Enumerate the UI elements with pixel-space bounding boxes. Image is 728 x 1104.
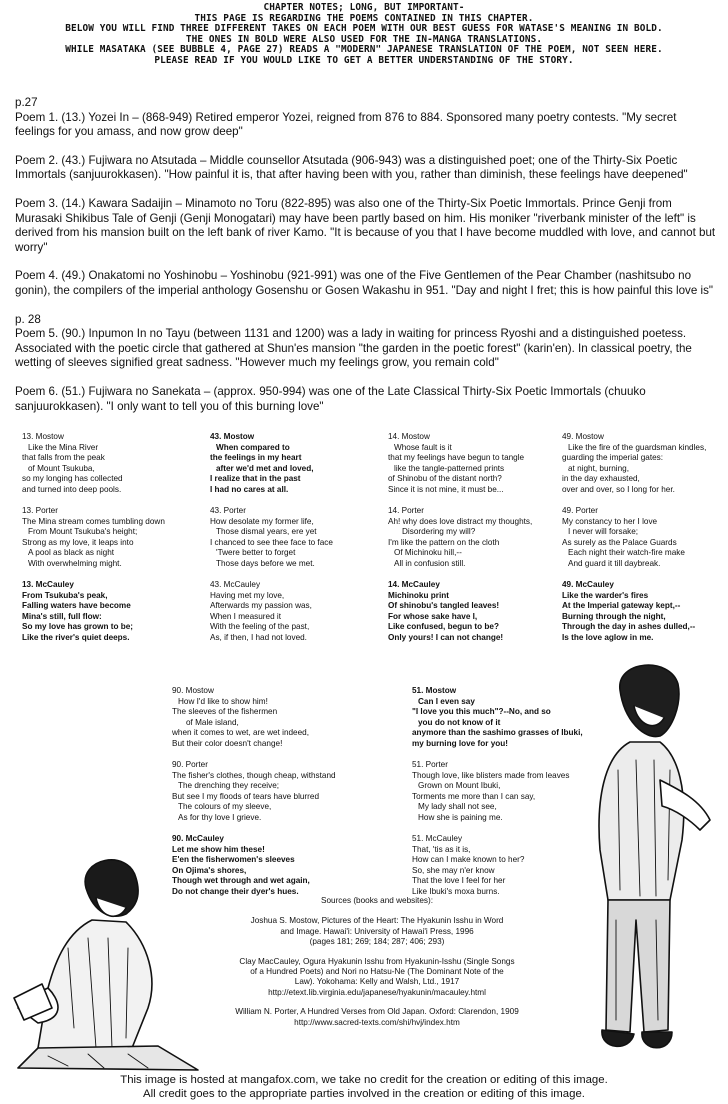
verse-line: Ah! why does love distract my thoughts, bbox=[388, 516, 533, 526]
translations-poem-14 bbox=[388, 432, 532, 654]
verse-line: Like the warder's fires bbox=[562, 590, 649, 600]
translator-label: 49. Mostow bbox=[562, 432, 604, 441]
verse-line: My lady shall not see, bbox=[418, 802, 497, 811]
chapter-notes-header bbox=[4, 3, 724, 67]
translator-label: 43. Porter bbox=[210, 506, 246, 515]
translator-label: 13. Mostow bbox=[22, 432, 64, 441]
verse-line: Disordering my will? bbox=[402, 527, 476, 536]
verse-line: When I measured it bbox=[210, 611, 281, 621]
verse-line: When compared to bbox=[216, 442, 290, 452]
verse-line: Like the fire of the guardsman kindles, bbox=[568, 442, 707, 452]
translator-label: 43. Mostow bbox=[210, 432, 255, 441]
verse-line: As for thy love I grieve. bbox=[178, 812, 262, 822]
sources-title: Sources (books and websites): bbox=[321, 896, 433, 905]
verse-line: I'm like the pattern on the cloth bbox=[388, 537, 500, 547]
verse-line: For whose sake have I, bbox=[388, 611, 478, 621]
verse-line: after we'd met and loved, bbox=[216, 463, 314, 473]
poem-note-2: Poem 2. (43.) Fujiwara no Atsutada – Middle counsellor Atsutada (906-943) was a distinguished poet; one of the Thirty-Six Poetic Immortals (sanjuurokkasen). "How painful it is, that after having been with you, rather than diminish, these feelings have deepened" bbox=[15, 153, 688, 182]
footer-line: All credit goes to the appropriate parties involved in the creation or editing of this image. bbox=[143, 1088, 585, 1100]
verse-line: at night, burning, bbox=[568, 463, 629, 473]
translation-porter bbox=[562, 506, 706, 569]
source-porter bbox=[232, 1007, 522, 1028]
translation-mostow bbox=[412, 686, 583, 749]
translation-porter bbox=[22, 506, 165, 569]
source-line: Clay MacCauley, Ogura Hyakunin Isshu from Hyakunin-Isshu (Single Songs bbox=[239, 956, 515, 966]
verse-line: Of shinobu's tangled leaves! bbox=[388, 601, 500, 610]
verse-line: my burning love for you! bbox=[412, 738, 508, 748]
verse-line: Having met my love, bbox=[210, 590, 285, 600]
verse-line: of Shinobu of the distant north? bbox=[388, 474, 502, 483]
translation-mostow bbox=[22, 432, 165, 495]
verse-line: As, if then, I had not loved. bbox=[210, 632, 307, 642]
verse-line: Those dismal years, ere yet bbox=[216, 527, 317, 536]
verse-line: E'en the fisherwomen's sleeves bbox=[172, 855, 295, 864]
verse-line: At the Imperial gateway kept,-- bbox=[562, 601, 681, 610]
translation-mccauley bbox=[210, 580, 333, 643]
translations-poem-49 bbox=[562, 432, 706, 654]
verse-line: Afterwards my passion was, bbox=[210, 601, 312, 610]
poem-note-5: Poem 5. (90.) Inpumon In no Tayu (between 1131 and 1200) was a lady in waiting for princess Ryoshi and a distinguished poetess. Associated with the poetic circle that gathered at Shun'es mansion "the garden in the poetic forest" (karin'en). In classical poetry, the wetting of sleeves signified great sadness. "However much my feelings grow, you remain cold" bbox=[15, 327, 692, 370]
translations-poem-13 bbox=[22, 432, 165, 654]
verse-line: So my love has grown to be; bbox=[22, 622, 134, 631]
source-line: (pages 181; 269; 184; 287; 406; 293) bbox=[309, 937, 445, 947]
verse-line: The fisher's clothes, though cheap, withstand bbox=[172, 770, 336, 780]
verse-line: that falls from the peak bbox=[22, 453, 105, 462]
verse-line: With the feeling of the past, bbox=[210, 622, 310, 631]
translator-label: 49. Porter bbox=[562, 506, 598, 515]
header-line: THIS PAGE IS REGARDING THE POEMS CONTAINED IN THIS CHAPTER. bbox=[194, 12, 534, 24]
translation-mccauley bbox=[388, 580, 532, 643]
poem-note-6: Poem 6. (51.) Fujiwara no Sanekata – (approx. 950-994) was one of the Late Classical Thirty-Six Poetic Immortals (chuuko sanjuurokkasen). "I only want to tell you of this burning love" bbox=[15, 384, 646, 413]
source-mostow bbox=[232, 916, 522, 947]
translation-mostow bbox=[562, 432, 706, 495]
verse-line: From Mount Tsukuba's height; bbox=[28, 527, 138, 536]
translation-porter bbox=[388, 506, 532, 569]
translator-label: 51. Porter bbox=[412, 760, 448, 769]
verse-line: Since it is not mine, it must be... bbox=[388, 484, 504, 494]
translation-porter bbox=[172, 760, 336, 823]
translation-porter bbox=[412, 760, 583, 823]
standing-man-illustration bbox=[560, 660, 720, 1072]
verse-line: A pool as black as night bbox=[28, 548, 115, 557]
verse-line: As surely as the Palace Guards bbox=[562, 537, 677, 547]
verse-line: Do not change their dyer's hues. bbox=[172, 886, 299, 896]
seated-reader-illustration bbox=[8, 848, 208, 1073]
translator-label: 43. McCauley bbox=[210, 580, 261, 589]
verse-line: Burning through the night, bbox=[562, 611, 666, 621]
translation-mostow bbox=[210, 432, 333, 495]
verse-line: 'Twere better to forget bbox=[216, 548, 296, 557]
translations-poem-51 bbox=[412, 686, 583, 908]
verse-line: the feelings in my heart bbox=[210, 453, 302, 462]
source-line: William N. Porter, A Hundred Verses from Old Japan. Oxford: Clarendon, 1909 bbox=[235, 1007, 519, 1017]
verse-line: That the love I feel for her bbox=[412, 876, 506, 885]
source-maccauley bbox=[232, 957, 522, 999]
verse-line: All in confusion still. bbox=[394, 558, 466, 568]
verse-line: and turned into deep pools. bbox=[22, 484, 122, 494]
translations-poem-43 bbox=[210, 432, 333, 654]
verse-line: Torments me more than I can say, bbox=[412, 791, 536, 801]
translator-label: 13. Porter bbox=[22, 506, 58, 515]
verse-line: Like confused, begun to be? bbox=[388, 622, 499, 631]
header-line: CHAPTER NOTES; LONG, BUT IMPORTANT- bbox=[263, 2, 465, 13]
verse-line: How can I make known to her? bbox=[412, 855, 525, 864]
verse-line: that my feelings have begun to tangle bbox=[388, 453, 525, 462]
verse-line: over and over, so I long for her. bbox=[562, 484, 675, 494]
verse-line: Only yours! I can not change! bbox=[388, 632, 504, 642]
header-line: THE ONES IN BOLD WERE ALSO USED FOR THE IN-MANGA TRANSLATIONS. bbox=[185, 33, 543, 45]
verse-line: The colours of my sleeve, bbox=[178, 802, 272, 811]
source-url[interactable]: http://etext.lib.virginia.edu/japanese/hyakunin/macauley.html bbox=[268, 987, 486, 997]
verse-line: Grown on Mount Ibuki, bbox=[418, 781, 501, 790]
verse-line: The sleeves of the fishermen bbox=[172, 707, 278, 716]
translation-mostow bbox=[388, 432, 532, 495]
verse-line: of Mount Tsukuba, bbox=[28, 463, 95, 473]
verse-line: Falling waters have become bbox=[22, 601, 131, 610]
translation-porter bbox=[210, 506, 333, 569]
verse-line: But their color doesn't change! bbox=[172, 738, 283, 748]
verse-line: But see I my floods of tears have blurred bbox=[172, 791, 319, 801]
translator-label: 49. McCauley bbox=[562, 580, 614, 589]
poem-note-1: Poem 1. (13.) Yozei In – (868-949) Retired emperor Yozei, reigned from 876 to 884. Sponsored many poetry contests. "My secret feelings for you amass, and now grow deep" bbox=[15, 110, 677, 139]
verse-line: Through the day in ashes dulled,-- bbox=[562, 622, 696, 631]
verse-line: And guard it till daybreak. bbox=[568, 558, 661, 568]
translator-label: 90. Mostow bbox=[172, 686, 214, 695]
verse-line: I never will forsake; bbox=[568, 527, 639, 536]
page-label: p.27 bbox=[15, 96, 38, 109]
verse-line: I chanced to see thee face to face bbox=[210, 537, 333, 547]
header-line: BELOW YOU WILL FIND THREE DIFFERENT TAKES ON EACH POEM WITH OUR BEST GUESS FOR WATASE'S MEANING IN BOLD. bbox=[65, 23, 663, 35]
verse-line: of Male island, bbox=[186, 717, 239, 727]
verse-line: I realize that in the past bbox=[210, 474, 301, 483]
verse-line: Mina's still, full flow: bbox=[22, 611, 102, 621]
verse-line: anymore than the sashimo grasses of Ibuki, bbox=[412, 728, 583, 737]
verse-line: Michinoku print bbox=[388, 590, 449, 600]
verse-line: From Tsukuba's peak, bbox=[22, 590, 108, 600]
verse-line: How desolate my former life, bbox=[210, 516, 314, 526]
verse-line: Though wet through and wet again, bbox=[172, 876, 310, 885]
translator-label: 13. McCauley bbox=[22, 580, 74, 589]
poem-note-3: Poem 3. (14.) Kawara Sadaijin – Minamoto no Toru (822-895) was also one of the Thirty-Six Poetic Immortals. Prince Genji from Murasaki Shikibus Tale of Genji (Genji Monogatari) may have been partly based on him. His moniker "riverbank minister of the left" is derived from his mansion built on the left bank of river Kamo. "It is because of you that I have become muddled with love, and cannot but worry" bbox=[15, 196, 716, 254]
translation-mccauley bbox=[562, 580, 706, 643]
verse-line: Strong as my love, it leaps into bbox=[22, 537, 134, 547]
source-url[interactable]: http://www.sacred-texts.com/shi/hvj/index.htm bbox=[294, 1017, 460, 1027]
verse-line: With overwhelming might. bbox=[28, 558, 122, 568]
translator-label: 51. Mostow bbox=[412, 686, 457, 695]
translation-mostow bbox=[172, 686, 336, 749]
verse-line: Like Ibuki's moxa burns. bbox=[412, 886, 500, 896]
verse-line: The Mina stream comes tumbling down bbox=[22, 516, 165, 526]
verse-line: like the tangle-patterned prints bbox=[394, 463, 505, 473]
source-line: Joshua S. Mostow, Pictures of the Heart: The Hyakunin Isshu in Word bbox=[250, 916, 504, 926]
translator-label: 14. McCauley bbox=[388, 580, 440, 589]
page-label: p. 28 bbox=[15, 312, 41, 326]
verse-line: I had no cares at all. bbox=[210, 484, 289, 494]
translation-mccauley bbox=[412, 834, 583, 897]
verse-line: Whose fault is it bbox=[394, 442, 452, 452]
translator-label: 14. Porter bbox=[388, 506, 424, 515]
translation-mccauley bbox=[22, 580, 165, 643]
hosting-credit-footer bbox=[0, 1073, 728, 1101]
verse-line: The drenching they receive; bbox=[178, 781, 280, 790]
header-line: WHILE MASATAKA (SEE BUBBLE 4, PAGE 27) READS A "MODERN" JAPANESE TRANSLATION OF THE POEM, NOT SEEN HERE. bbox=[65, 44, 663, 56]
translator-label: 51. McCauley bbox=[412, 834, 463, 843]
translator-label: 90. McCauley bbox=[172, 834, 224, 843]
verse-line: Let me show him these! bbox=[172, 844, 265, 854]
translator-label: 14. Mostow bbox=[388, 432, 430, 441]
verse-line: Can I even say bbox=[418, 696, 475, 706]
verse-line: Like the Mina River bbox=[28, 442, 99, 452]
verse-line: "I love you this much"?--No, and so bbox=[412, 707, 551, 716]
verse-line: when it comes to wet, are wet indeed, bbox=[172, 728, 309, 737]
header-line: PLEASE READ IF YOU WOULD LIKE TO GET A BETTER UNDERSTANDING OF THE STORY. bbox=[154, 54, 574, 66]
verse-line: Each night their watch-fire make bbox=[568, 548, 685, 557]
source-line: and Image. Hawai'i: University of Hawai'i Press, 1996 bbox=[280, 926, 474, 936]
verse-line: Is the love aglow in me. bbox=[562, 632, 654, 642]
source-line: Law). Yokohama: Kelly and Walsh, Ltd., 1917 bbox=[294, 977, 460, 987]
verse-line: So, she may n'er know bbox=[412, 865, 495, 875]
verse-line: That, 'tis as it is, bbox=[412, 844, 471, 854]
verse-line: How she is paining me. bbox=[418, 812, 503, 822]
verse-line: How I'd like to show him! bbox=[178, 696, 268, 706]
source-line: of a Hundred Poets) and Nori no Hatsu-Ne (The Dominant Note of the bbox=[250, 967, 504, 977]
poem-notes bbox=[15, 96, 717, 428]
sources-section bbox=[232, 896, 522, 1037]
poem-note-4: Poem 4. (49.) Onakatomi no Yoshinobu – Yoshinobu (921-991) was one of the Five Gentlemen of the Pear Chamber (nashitsubo no gonin), the compilers of the imperial anthology Gosenshu or Gosen Wakashu in 951. "Day and night I fret; this is how painful this love is" bbox=[15, 269, 713, 297]
footer-line: This image is hosted at mangafox.com, we take no credit for the creation or editing of this image. bbox=[120, 1074, 608, 1086]
verse-line: On Ojima's shores, bbox=[172, 865, 247, 875]
verse-line: Though love, like blisters made from leaves bbox=[412, 770, 570, 780]
verse-line: Like the river's quiet deeps. bbox=[22, 632, 130, 642]
verse-line: My constancy to her I love bbox=[562, 516, 658, 526]
verse-line: you do not know of it bbox=[418, 717, 501, 727]
verse-line: guarding the imperial gates: bbox=[562, 453, 664, 462]
translator-label: 90. Porter bbox=[172, 760, 208, 769]
verse-line: so my longing has collected bbox=[22, 474, 123, 483]
verse-line: in the day exhausted, bbox=[562, 474, 640, 483]
verse-line: Those days before we met. bbox=[216, 558, 315, 568]
verse-line: Of Michinoku hill,-- bbox=[394, 548, 462, 557]
